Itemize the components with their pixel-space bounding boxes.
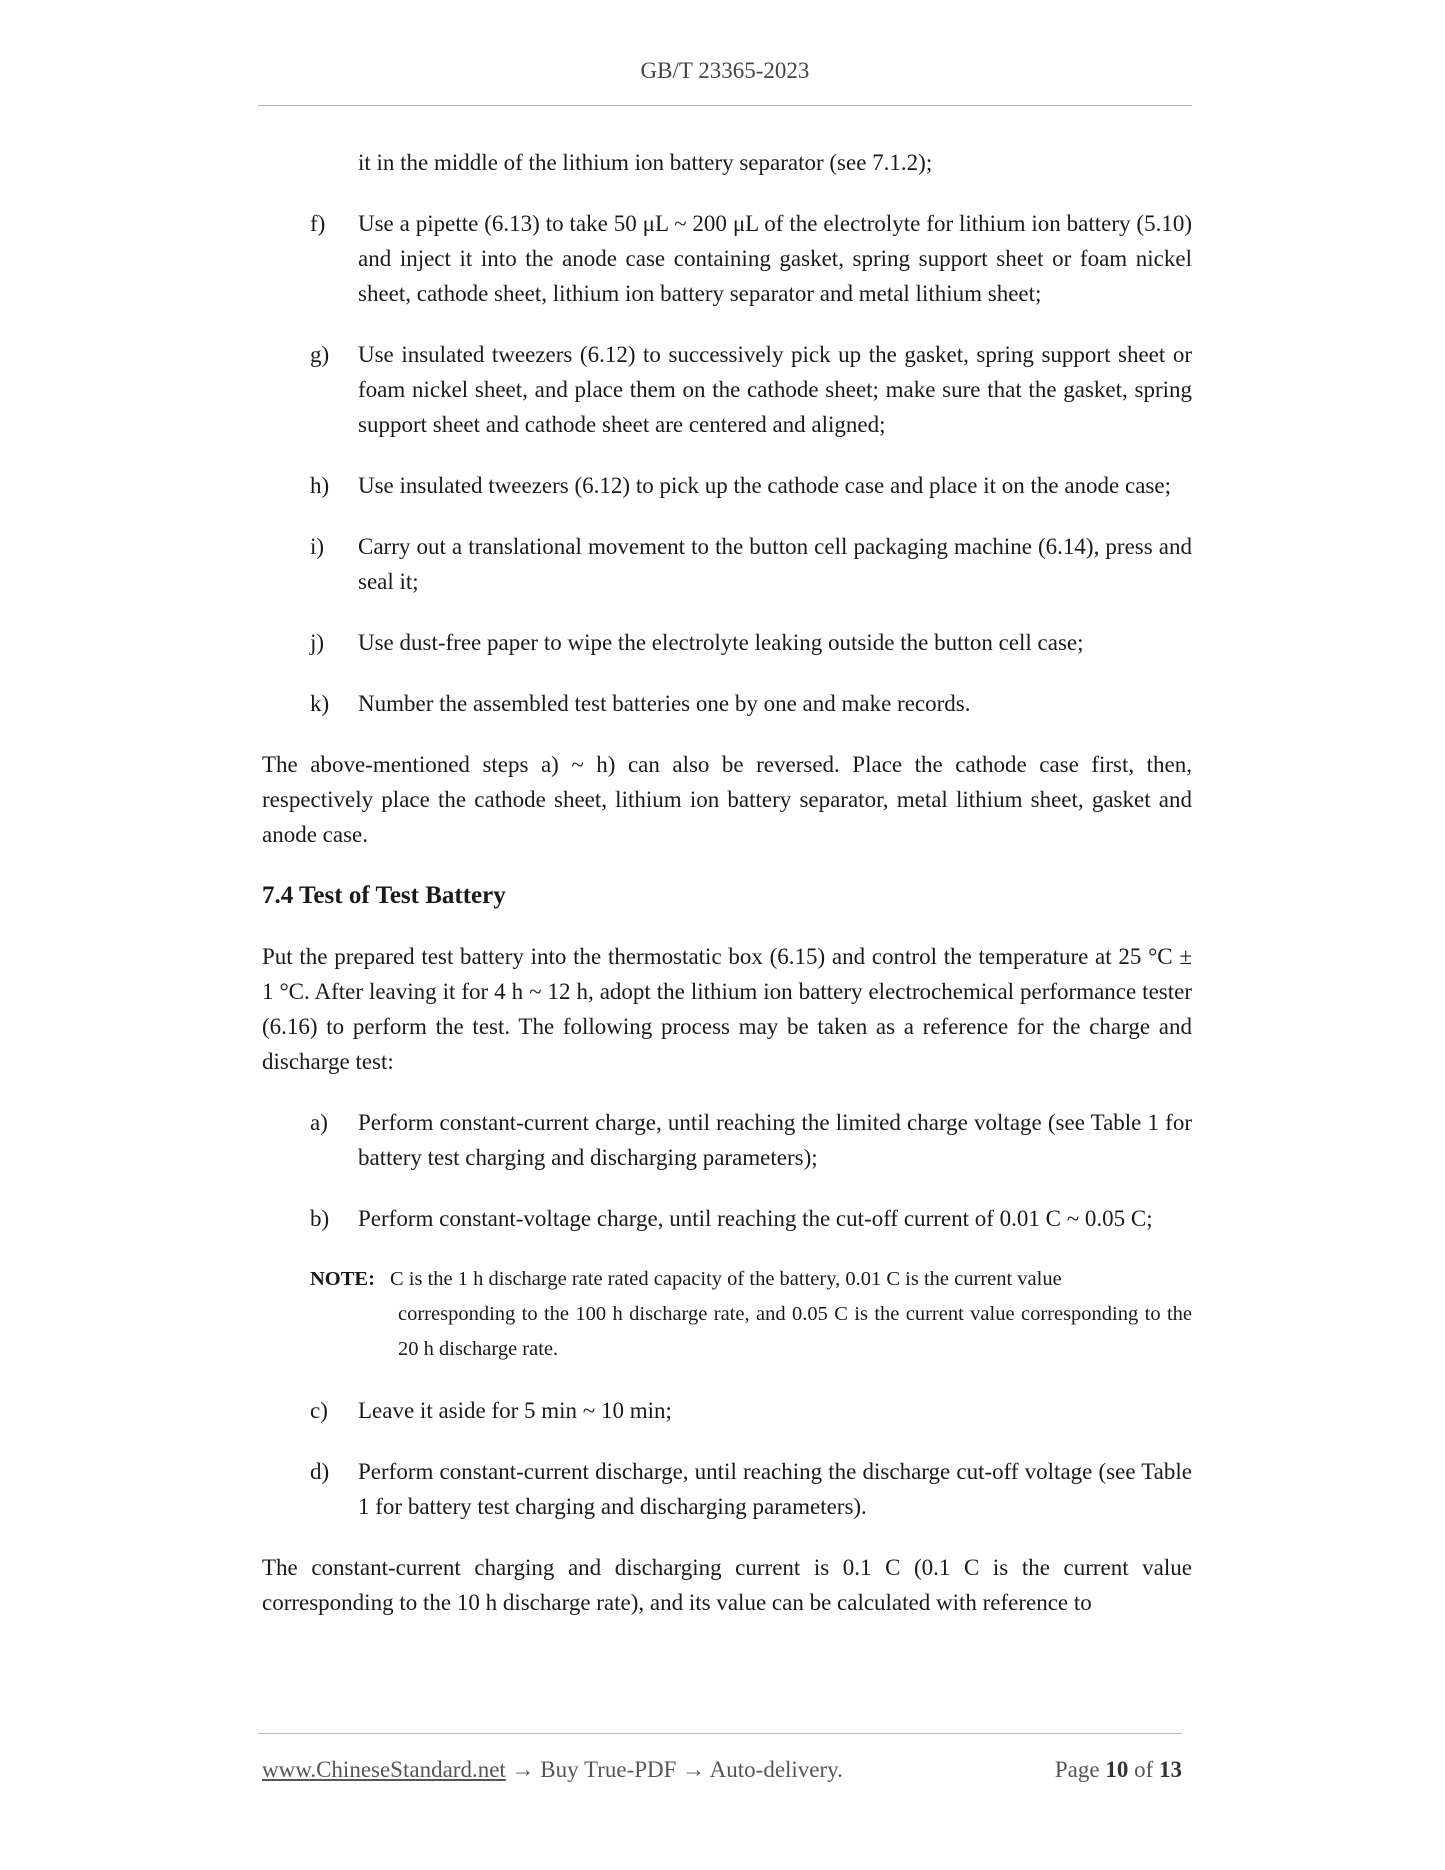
list-item: h) Use insulated tweezers (6.12) to pick up the cathode case and place it on the anode case; <box>310 473 1171 498</box>
page-number: 10 <box>1105 1757 1129 1782</box>
footer-promo <box>262 1757 843 1783</box>
site-link[interactable]: www.ChineseStandard.net <box>262 1757 506 1782</box>
note-rest: corresponding to the 100 h discharge rate, and 0.05 C is the current value corresponding to the 20 h discharge rate. <box>398 1303 1192 1360</box>
page-header: GB/T 23365-2023 <box>640 58 810 83</box>
list-item: f) Use a pipette (6.13) to take 50 μL ~ 200 μL of the electrolyte for lithium ion battery (5.10) and inject it into the anode case containing gasket, spring support sheet or foam nickel sheet, cathode sheet, lithium ion battery separator and metal lithium sheet; <box>310 211 1192 306</box>
list-item: b) Perform constant-voltage charge, until reaching the cut-off current of 0.01 C ~ 0.05 C; <box>310 1206 1153 1231</box>
reverse-paragraph: The above-mentioned steps a) ~ h) can also be reversed. Place the cathode case first, then, respectively place the cathode sheet, lithium ion battery separator, metal lithium sheet, gasket and anode case. <box>262 752 1192 847</box>
list-item: d) Perform constant-current discharge, until reaching the discharge cut-off voltage (see Table 1 for battery test charging and discharging parameters). <box>310 1459 1192 1519</box>
list-item: k) Number the assembled test batteries one by one and make records. <box>310 691 971 716</box>
page-indicator: Page 10 of 13 <box>1054 1757 1182 1782</box>
note-first-line: C is the 1 h discharge rate rated capacity of the battery, 0.01 C is the current value <box>390 1268 1062 1290</box>
page-footer <box>262 1757 1182 1783</box>
list-item: c) Leave it aside for 5 min ~ 10 min; <box>310 1398 672 1423</box>
list-item: i) Carry out a translational movement to the button cell packaging machine (6.14), press and seal it; <box>310 534 1192 594</box>
header-divider <box>258 105 1192 106</box>
list-item: j) Use dust-free paper to wipe the electrolyte leaking outside the button cell case; <box>310 630 1084 655</box>
intro-paragraph: Put the prepared test battery into the thermostatic box (6.15) and control the temperature at 25 °C ± 1 °C. After leaving it for 4 h ~ 12 h, adopt the lithium ion battery electrochemical performance tester (6.16) to perform the test. The following process may be taken as a reference for the charge and discharge test: <box>262 944 1192 1074</box>
note-label: NOTE: <box>310 1268 375 1290</box>
list-item: a) Perform constant-current charge, until reaching the limited charge voltage (see Table 1 for battery test charging and discharging parameters); <box>310 1110 1192 1170</box>
continuation-text: it in the middle of the lithium ion battery separator (see 7.1.2); <box>358 150 933 175</box>
list-item: g) Use insulated tweezers (6.12) to successively pick up the gasket, spring support sheet or foam nickel sheet, and place them on the cathode sheet; make sure that the gasket, spring support sheet and cathode sheet are centered and aligned; <box>310 342 1192 437</box>
page-content <box>262 145 1192 1646</box>
closing-paragraph: The constant-current charging and discharging current is 0.1 C (0.1 C is the current value corresponding to the 10 h discharge rate), and its value can be calculated with reference to <box>262 1555 1192 1615</box>
footer-divider <box>258 1733 1182 1734</box>
page-total: 13 <box>1159 1757 1182 1782</box>
promo-text: → Buy True-PDF → Auto-delivery. <box>505 1757 843 1782</box>
section-heading: 7.4 Test of Test Battery <box>262 882 506 909</box>
note-block <box>310 1262 1192 1367</box>
